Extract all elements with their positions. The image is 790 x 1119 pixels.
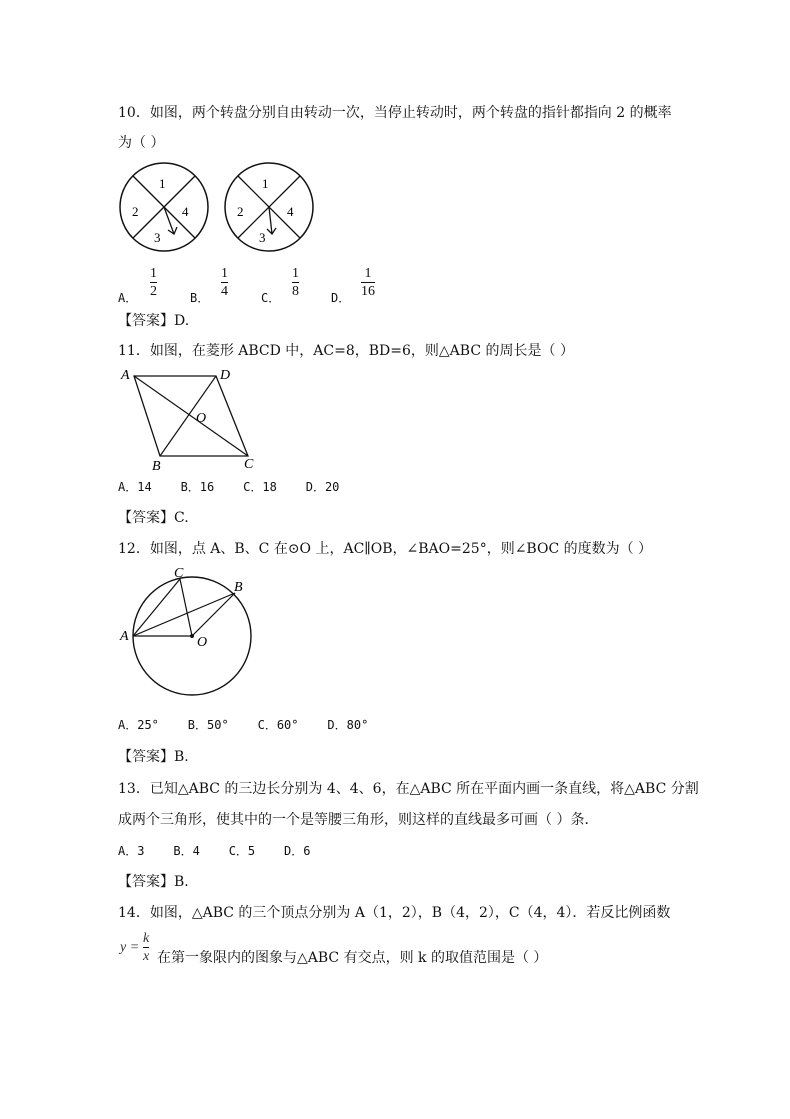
q13-options: A．3 B．4 C．5 D．6 [118,844,311,858]
q11-label-c: C [244,457,254,472]
q10-option-c-fraction [292,266,299,299]
q10-option-b-letter: B． [190,291,210,305]
q11-label-d: D [220,368,231,383]
q12-text: 12．如图，点 A、B、C 在⊙O 上，AC∥OB，∠BAO=25°，则∠BOC 的度数为（ ） [118,541,653,557]
q12-circle-figure [118,566,258,702]
q10-option-a-fraction [150,266,157,299]
q11-options: A．14 B．16 C．18 D．20 [118,480,340,494]
q14-text-line2: 在第一象限内的图象与△ABC 有交点，则 k 的取值范围是（ ） [157,950,548,966]
q12-label-a: A [120,629,129,644]
q14-formula-fraction [143,931,149,964]
q10-option-d-num: 1 [364,266,372,281]
q10-option-d-fraction [361,266,375,299]
spinner-left-label-3: 3 [154,230,161,245]
spinner-left-label-2: 2 [132,204,139,219]
q10-option-a-num: 1 [150,266,157,281]
q10-option-d-letter: D． [331,291,351,305]
q10-option-c-num: 1 [292,266,299,281]
q11-label-b: B [152,459,161,474]
q14-formula-lhs: y = [120,940,140,955]
q12-answer: 【答案】B. [118,749,189,765]
spinner-right-label-3: 3 [259,230,266,245]
q11-answer: 【答案】C. [118,510,189,526]
q10-option-a-den: 2 [150,284,157,299]
q12-label-b: B [234,580,243,595]
q11-label-a: A [121,368,130,383]
q10-option-b-den: 4 [221,284,228,299]
q10-option-b-num: 1 [221,266,228,281]
q10-option-c-letter: C． [261,291,281,305]
q12-label-o: O [197,635,208,650]
q13-text-line2: 成两个三角形，使其中的一个是等腰三角形，则这样的直线最多可画（ ）条． [118,812,599,828]
spinner-right-label-4: 4 [287,204,294,219]
q13-text-line1: 13．已知△ABC 的三边长分别为 4、4、6，在△ABC 所在平面内画一条直线，将△ABC 分割 [118,781,699,797]
q10-text-line1: 10．如图，两个转盘分别自由转动一次，当停止转动时，两个转盘的指针都指向 2 的概率 [118,105,672,121]
q10-answer: 【答案】D. [118,313,190,329]
spinner-right-label-2: 2 [237,204,244,219]
spinner-left-label-4: 4 [182,204,189,219]
q11-text: 11．如图，在菱形 ABCD 中，AC=8，BD=6，则△ABC 的周长是（ ） [118,343,574,359]
spinner-left [120,163,208,251]
spinner-right-label-1: 1 [262,176,269,191]
q10-text-line2: 为（ ） [118,135,165,151]
q10-option-d-den: 16 [361,284,375,299]
q10-spinners-figure [118,162,318,254]
q12-options: A．25° B．50° C．60° D．80° [118,718,369,732]
spinner-right-pointer [269,207,272,234]
q13-answer: 【答案】B. [118,874,189,890]
q10-option-b-fraction [221,266,228,299]
q12-label-c: C [174,566,184,581]
q11-rhombus-figure [118,364,268,474]
q10-option-c-den: 8 [292,284,299,299]
spinner-left-label-1: 1 [159,176,166,191]
q11-label-o: O [196,411,207,426]
spinner-right [225,163,313,251]
q14-formula-den: x [143,949,150,964]
q10-option-a-letter: A． [118,291,138,305]
q14-formula-num: k [143,931,150,946]
q14-text-line1: 14．如图，△ABC 的三个顶点分别为 A（1，2），B（4，2），C（4，4）．若反比例函数 [118,905,671,921]
